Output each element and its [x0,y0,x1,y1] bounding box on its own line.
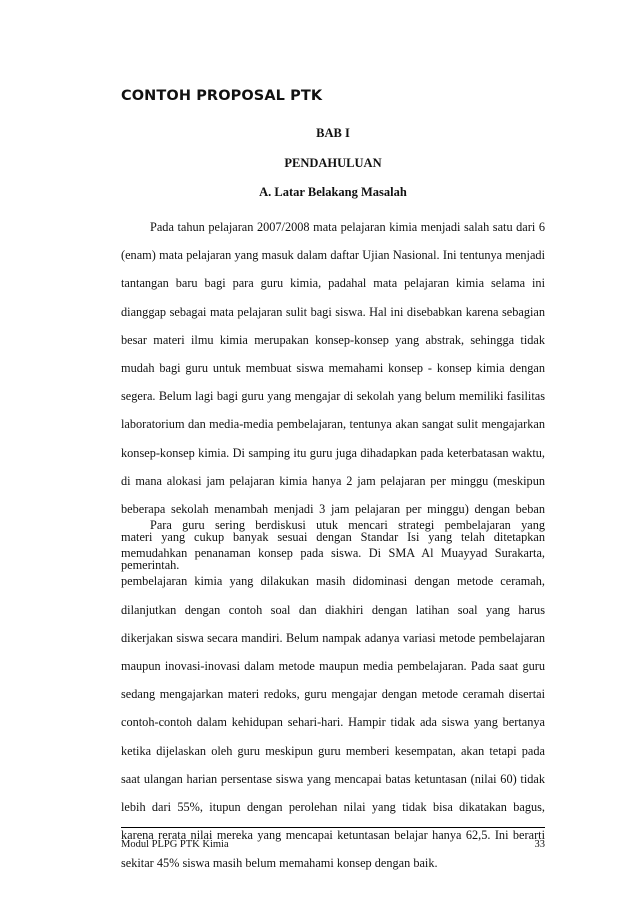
chapter-heading: BAB I [316,126,350,140]
body-paragraph-2: Para guru sering berdiskusi utuk mencari strategi pembelajaran yang memudahkan penanaman konsep pada siswa. Di SMA Al Muayyad Surakarta, pembelajaran kimia yang dilakukan masih didominasi dengan metode ceramah, dilanjutkan dengan contoh soal dan diakhiri dengan latihan soal yang harus dikerjakan siswa secara mandiri. Belum nampak adanya variasi metode pembelajaran maupun inovasi-inovasi dalam metode maupun media pembelajaran. Pada saat guru sedang mengajarkan materi redoks, guru mengajar dengan metode ceramah disertai contoh-contoh dalam kehidupan sehari-hari. Hampir tidak ada siswa yang bertanya ketika dijelaskan oleh guru meskipun guru memberi kesempatan, akan tetapi pada saat ulangan harian persentase siswa yang mencapai batas ketuntasan (nilai 60) tidak lebih dari 55%, itupun dengan perolehan nilai yang tidak bisa dikatakan bagus, karena rerata nilai mereka yang mencapai ketuntasan belajar hanya 62,5. Ini berarti sekitar 45% siswa masih belum memahami konsep dengan baik. [121,518,545,871]
chapter-title: PENDAHULUAN [284,156,382,170]
footer-module-name: Modul PLPG PTK Kimia [121,839,229,850]
footer-divider [121,827,545,828]
body-paragraph-1: Pada tahun pelajaran 2007/2008 mata pelajaran kimia menjadi salah satu dari 6 (enam) mata pelajaran yang masuk dalam daftar Ujian Nasional. Ini tentunya menjadi tantangan baru bagi para guru kimia, padahal mata pelajaran kimia selama ini dianggap sebagai mata pelajaran sulit bagi siswa. Hal ini disebabkan karena sebagian besar materi ilmu kimia merupakan konsep-konsep yang abstrak, sehingga tidak mudah bagi guru untuk membuat siswa memahami konsep - konsep kimia dengan segera. Belum lagi bagi guru yang mengajar di sekolah yang belum memiliki fasilitas laboratorium dan media-media pembelajaran, tentunya akan sangat sulit mengajarkan konsep-konsep kimia. Di samping itu guru juga dihadapkan pada keterbatasan waktu, di mana alokasi jam pelajaran kimia hanya 2 jam pelajaran per minggu (meskipun beberapa sekolah menambah menjadi 3 jam pelajaran per minggu) dengan beban materi yang cukup banyak sesuai dengan Standar Isi yang telah ditetapkan pemerintah. [121,220,545,573]
page-number: 33 [534,839,545,850]
document-title: CONTOH PROPOSAL PTK [121,88,323,104]
section-heading: A. Latar Belakang Masalah [259,185,407,199]
